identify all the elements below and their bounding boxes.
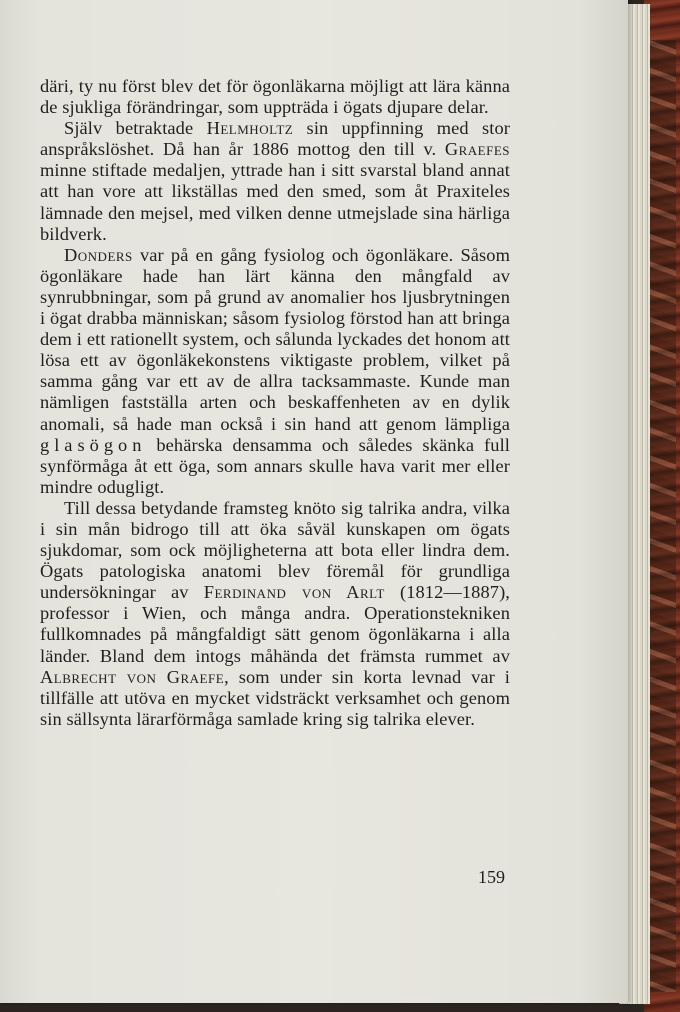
text-segment: sin uppfinning med stor anspråkslöshet. Då han år 1886 mottog den till v. (40, 118, 511, 160)
name-smallcaps: Ferdinand von Arlt (203, 582, 385, 603)
text-segment: var på en gång fysiolog och ögonläkare. Såsom ögonläkare hade han lärt känna den mångfald av synrubbningar, som på grund av anomalier hos ljusbrytningen i ögat drabba människan; såsom fysiolog förstod han att bringa dem i ett rationellt system, och sålunda lyckades det honom att lösa ett av ögonläkekonstens viktigaste problem, vilket på samma gång var ett av de allra tacksammaste. Kunde man nämligen fastställa arten och beskaffenheten av en dylik anomali, så hade man också i sin hand att genom lämpliga (40, 244, 510, 434)
text-segment: minne stiftade medaljen, yttrade han i sitt svarstal bland annat att han vore att likställas med den smed, som åt Praxiteles lämnade den mejsel, med vilken denne utmejslade sina härliga bildverk. (40, 160, 510, 244)
paragraph (40, 118, 510, 245)
paragraph (40, 76, 510, 118)
text-segment: behärska densamma och således skänka full synförmåga åt ett öga, som annars skulle hava varit mer eller mindre odugligt. (40, 434, 510, 497)
emphasis-spaced: glasögon (40, 434, 147, 455)
name-smallcaps: Donders (64, 244, 133, 265)
name-smallcaps: Graefes (444, 139, 510, 160)
text-segment: Själv betraktade (64, 118, 207, 139)
text-segment: (1812—1887), professor i Wien, och många andra. Operationstekniken fullkomnades på mångfaldigt sätt genom ögonläkarna i alla länder. Bland dem intogs måhända det främsta rummet av (40, 582, 510, 666)
body-text (40, 76, 510, 730)
paragraph (40, 498, 510, 730)
text-segment: Till dessa betydande framsteg knöto sig talrika andra, vilka i sin mån bidrogo till att öka såväl kunskapen om ögats sjukdomar, som ock möjligheterna att bota eller lindra dem. Ögats patologiska anatomi blev föremål för grundliga undersökningar av (40, 497, 510, 603)
name-smallcaps: Albrecht von Graefe (40, 666, 225, 687)
name-smallcaps: Helmholtz (206, 118, 294, 139)
text-segment: däri, ty nu först blev det för ögonläkarna möjligt att lära känna de sjukliga förändringar, som uppträda i ögats djupare delar. (40, 76, 510, 118)
page-number: 159 (478, 867, 505, 887)
paragraph (40, 245, 510, 498)
text-segment: , som under sin korta levnad var i tillfälle att utöva en mycket vidsträckt verksamhet och genom sin sällsynta lärarförmåga samlade kring sig talrika elever. (40, 666, 510, 729)
